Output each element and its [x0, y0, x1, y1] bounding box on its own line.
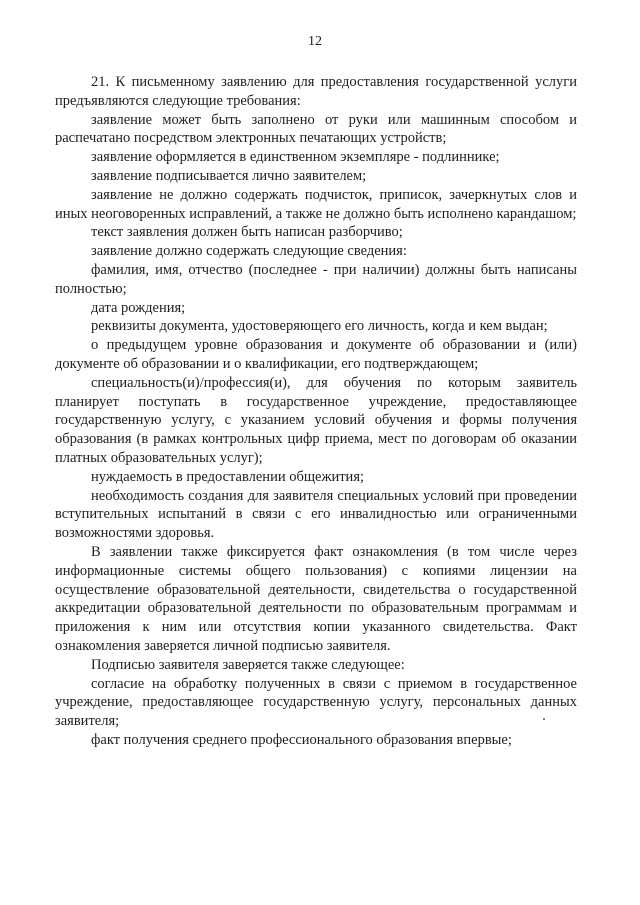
paragraph-prior-education: о предыдущем уровне образования и документе об образовании и (или) документе об образовании и о квалификации, его подтверждающем;: [55, 337, 577, 372]
paragraph-special-conditions: необходимость создания для заявителя специальных условий при проведении вступительных испытаний в связи с его инвалидностью или ограниченными возможностями здоровья.: [55, 487, 577, 542]
paragraph-first-education: факт получения среднего профессионального образования впервые;: [91, 731, 512, 748]
paragraph-signed-personally: заявление подписывается лично заявителем;: [91, 167, 367, 184]
paragraph-fill-method: заявление может быть заполнено от руки или машинным способом и распечатано посредством электронных печатающих устройств;: [55, 111, 577, 147]
paragraph-21-intro: 21. К письменному заявлению для предоставления государственной услуги предъявляются следующие требования:: [55, 74, 577, 109]
paragraph-required-info: заявление должно содержать следующие сведения:: [91, 243, 407, 260]
paragraph-id-document: реквизиты документа, удостоверяющего его личность, когда и кем выдан;: [91, 318, 548, 335]
paragraph-dormitory: нуждаемость в предоставлении общежития;: [91, 468, 365, 485]
paragraph-no-corrections: заявление не должно содержать подчисток, приписок, зачеркнутых слов и иных неоговоренных исправлений, а также не должно быть исполнено карандашом;: [55, 186, 577, 222]
paragraph-data-consent: согласие на обработку полученных в связи с приемом в государственное учреждение, предоставляющее государственную услугу, персональных данных заявителя;: [55, 675, 577, 730]
paragraph-birth-date: дата рождения;: [91, 299, 186, 316]
document-body: [55, 73, 577, 750]
page-number: 12: [308, 34, 322, 49]
paragraph-acquaintance: В заявлении также фиксируется факт ознакомления (в том числе через информационные системы общего пользования) с копиями лицензии на осуществление образовательной деятельности, свидетельства о государственной аккредитации образовательной деятельности по образовательным программам и приложения к ним или отсутствия копии указанного свидетельства. Факт ознакомления заверяется личной подписью заявителя.: [55, 543, 577, 654]
scan-speck: [543, 718, 545, 720]
paragraph-full-name: фамилия, имя, отчество (последнее - при наличии) должны быть написаны полностью;: [55, 261, 577, 297]
paragraph-single-copy: заявление оформляется в единственном экземпляре - подлиннике;: [91, 149, 500, 166]
paragraph-signature-certifies: Подписью заявителя заверяется также следующее:: [91, 656, 405, 673]
paragraph-specialty: специальность(и)/профессия(и), для обучения по которым заявитель планирует поступать в государственное учреждение, предоставляющее государственную услугу, с указанием условий обучения и формы получения образования (в рамках контрольных цифр приема, мест по договорам об оказании платных образовательных услуг);: [55, 374, 577, 466]
paragraph-legible-text: текст заявления должен быть написан разборчиво;: [91, 224, 403, 241]
